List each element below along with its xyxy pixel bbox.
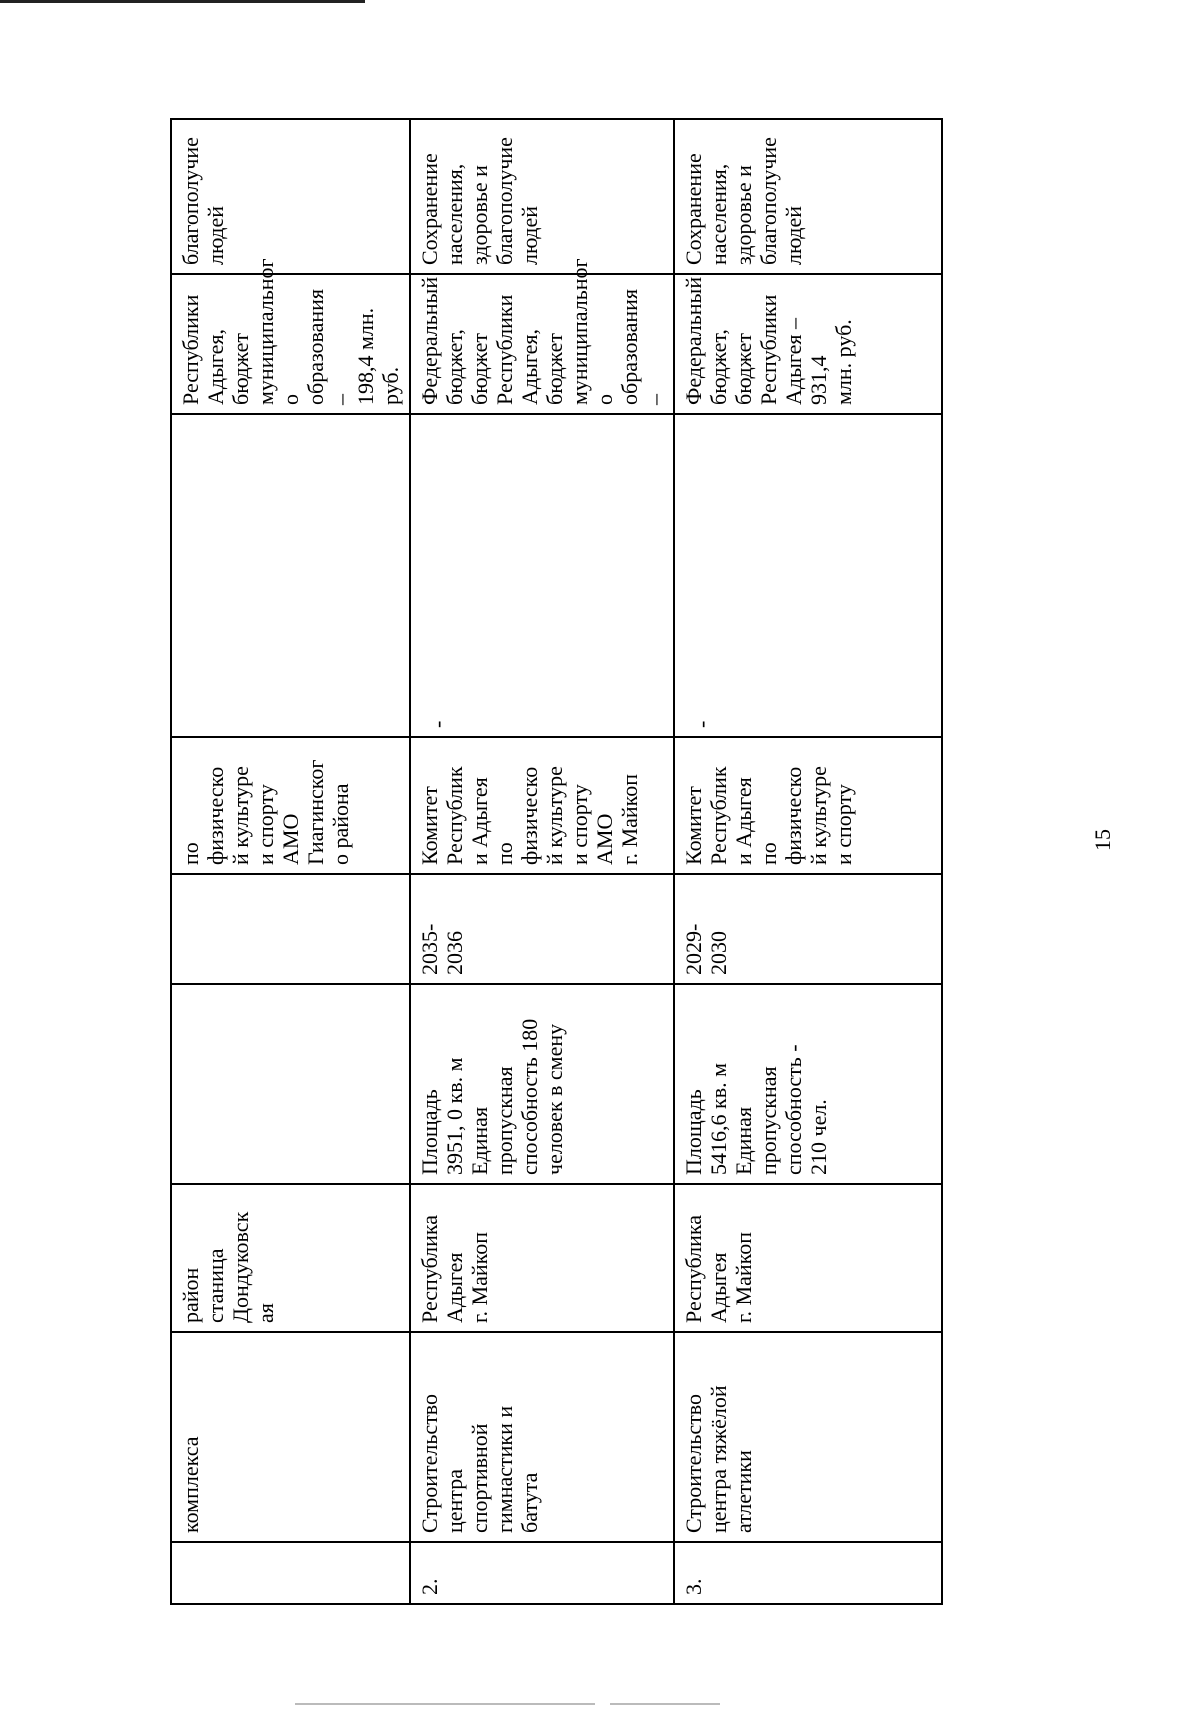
cell-effect: благополучие людей bbox=[171, 119, 410, 274]
cell-capacity bbox=[171, 984, 410, 1184]
cell-funding: Федеральный бюджет, бюджет Республики Адыгея, бюджет муниципальног о образования – bbox=[410, 274, 674, 414]
projects-table bbox=[170, 118, 943, 1605]
cell-responsible: Комитет Республик и Адыгея по физическо й культуре и спорту bbox=[674, 737, 942, 874]
rotated-table-wrapper bbox=[170, 120, 900, 1605]
cell-effect: Сохранение населения, здоровье и благополучие людей bbox=[410, 119, 674, 274]
cell-location: Республика Адыгея г. Майкоп bbox=[674, 1184, 942, 1332]
cell-period: 2035-2036 bbox=[410, 874, 674, 984]
cell-partners: - bbox=[674, 414, 942, 737]
cell-partners bbox=[171, 414, 410, 737]
cell-period bbox=[171, 874, 410, 984]
cell-effect: Сохранение населения, здоровье и благополучие людей bbox=[674, 119, 942, 274]
table-row bbox=[171, 119, 410, 1604]
bottom-edge-line bbox=[295, 1703, 595, 1705]
cell-name: комплекса bbox=[171, 1332, 410, 1542]
cell-location: Республика Адыгея г. Майкоп bbox=[410, 1184, 674, 1332]
cell-capacity: Площадь 3951, 0 кв. м Единая пропускная способность 180 человек в смену bbox=[410, 984, 674, 1184]
cell-num: 2. bbox=[410, 1542, 674, 1604]
bottom-edge-line bbox=[610, 1703, 720, 1705]
page-number: 15 bbox=[1090, 829, 1115, 851]
cell-name: Строительство центра спортивной гимнастики и батута bbox=[410, 1332, 674, 1542]
cell-partners: - bbox=[410, 414, 674, 737]
cell-period: 2029-2030 bbox=[674, 874, 942, 984]
table-row bbox=[410, 119, 674, 1604]
cell-responsible: по физическо й культуре и спорту АМО Гиагинског о района bbox=[171, 737, 410, 874]
cell-location: район станица Дондуковск ая bbox=[171, 1184, 410, 1332]
table-row bbox=[674, 119, 942, 1604]
cell-capacity: Площадь 5416,6 кв. м Единая пропускная способность - 210 чел. bbox=[674, 984, 942, 1184]
cell-name: Строительство центра тяжёлой атлетики bbox=[674, 1332, 942, 1542]
cell-num: 3. bbox=[674, 1542, 942, 1604]
cell-num bbox=[171, 1542, 410, 1604]
cell-responsible: Комитет Республик и Адыгея по физическо й культуре и спорту АМО г. Майкоп bbox=[410, 737, 674, 874]
top-edge-line bbox=[0, 0, 365, 3]
cell-funding: Федеральный бюджет, бюджет Республики Адыгея – 931,4 млн. руб. bbox=[674, 274, 942, 414]
cell-funding: Республики Адыгея, бюджет муниципальног о образования – 198,4 млн. руб. bbox=[171, 274, 410, 414]
